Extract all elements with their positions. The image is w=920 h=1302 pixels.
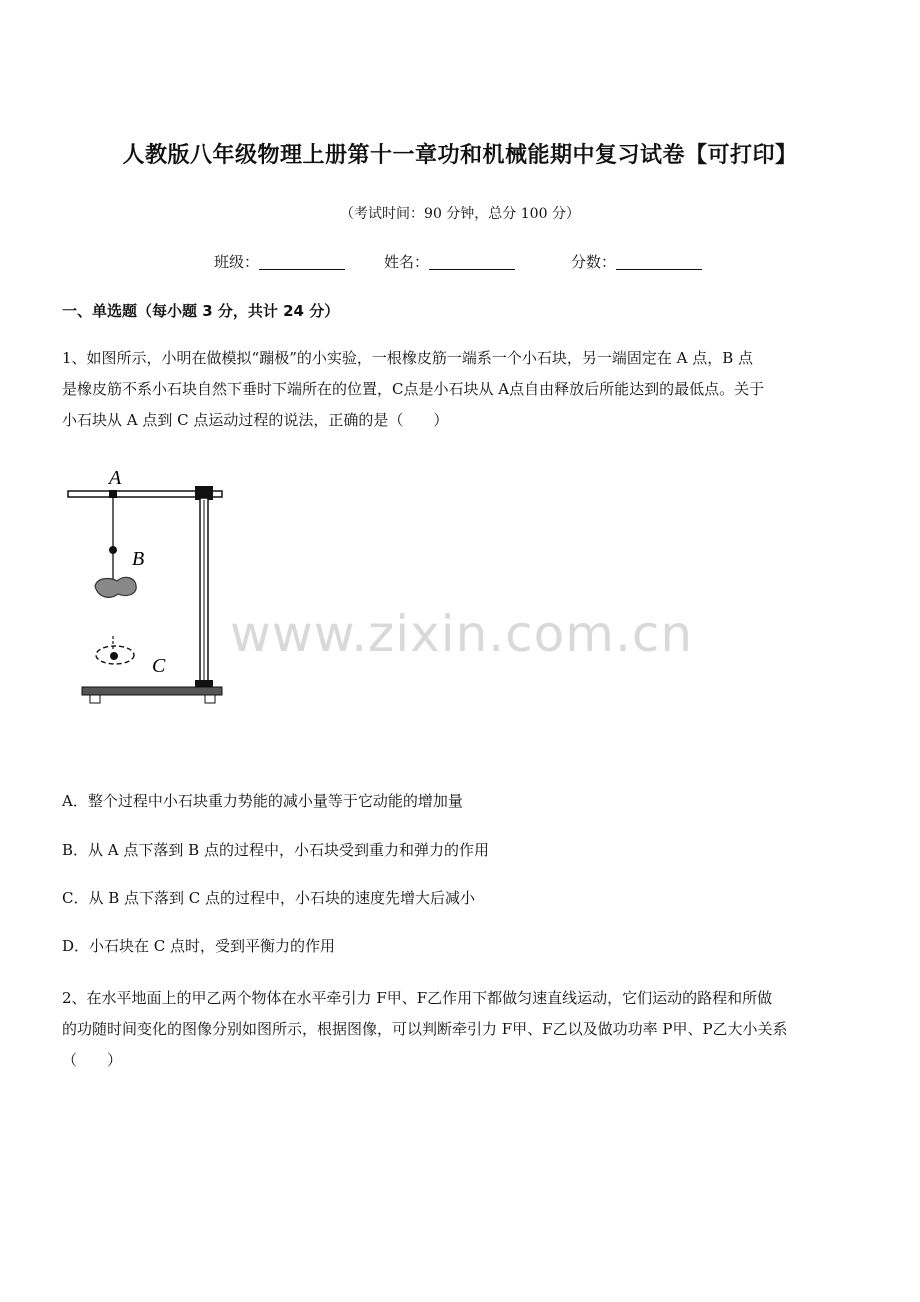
exam-info: （考试时间：90 分钟，总分 100 分） — [340, 206, 580, 222]
label-a: A — [109, 467, 122, 489]
option-b[interactable]: B．从 A 点下落到 B 点的过程中，小石块受到重力和弹力的作用 — [62, 841, 489, 859]
question-2-line3: （ ） — [62, 1051, 123, 1069]
anchor-a-block — [109, 490, 117, 498]
class-blank[interactable] — [259, 253, 345, 270]
stone-icon — [95, 577, 136, 597]
question-1-line1: 1、如图所示，小明在做模拟“蹦极”的小实验，一根橡皮筋一端系一个小石块，另一端固定在 A 点，B 点 — [62, 349, 754, 367]
section-heading: 一、单选题（每小题 3 分，共计 24 分） — [62, 302, 340, 320]
base-foot-right — [205, 695, 215, 703]
question-2-line2: 的功随时间变化的图像分别如图所示，根据图像，可以判断牵引力 F甲、F乙以及做功功率 P甲、P乙大小关系 — [62, 1020, 788, 1038]
question-1-line2: 是橡皮筋不系小石块自然下垂时下端所在的位置，C点是小石块从 A点自由释放后所能达到的最低点。关于 — [62, 380, 765, 398]
name-blank[interactable] — [429, 253, 515, 270]
label-b: B — [132, 548, 145, 570]
name-label: 姓名： — [384, 253, 430, 271]
class-label: 班级： — [214, 253, 260, 271]
option-c[interactable]: C．从 B 点下落到 C 点的过程中，小石块的速度先增大后减小 — [62, 889, 476, 907]
score-label: 分数： — [571, 253, 617, 271]
question-2-line1: 2、在水平地面上的甲乙两个物体在水平牵引力 F甲、F乙作用下都做匀速直线运动，它们运动的路程和所做 — [62, 989, 773, 1007]
question-1 — [62, 343, 858, 436]
option-d[interactable]: D．小石块在 C 点时，受到平衡力的作用 — [62, 937, 336, 955]
score-blank[interactable] — [616, 253, 702, 270]
question-2 — [62, 983, 858, 1076]
point-c — [110, 652, 118, 660]
page-title: 人教版八年级物理上册第十一章功和机械能期中复习试卷【可打印】 — [122, 143, 798, 168]
point-b — [109, 546, 117, 554]
question-1-line3: 小石块从 A 点到 C 点运动过程的说法，正确的是（ ） — [62, 411, 449, 429]
base-foot-left — [90, 695, 100, 703]
name-field[interactable] — [384, 251, 515, 272]
class-field[interactable] — [214, 251, 345, 272]
option-a[interactable]: A．整个过程中小石块重力势能的减小量等于它动能的增加量 — [62, 792, 463, 810]
score-field[interactable] — [571, 251, 702, 272]
watermark: www.zixin.com.cn — [230, 605, 694, 663]
label-c: C — [152, 655, 166, 677]
base-board — [82, 687, 222, 695]
bungee-experiment-figure — [60, 460, 230, 710]
